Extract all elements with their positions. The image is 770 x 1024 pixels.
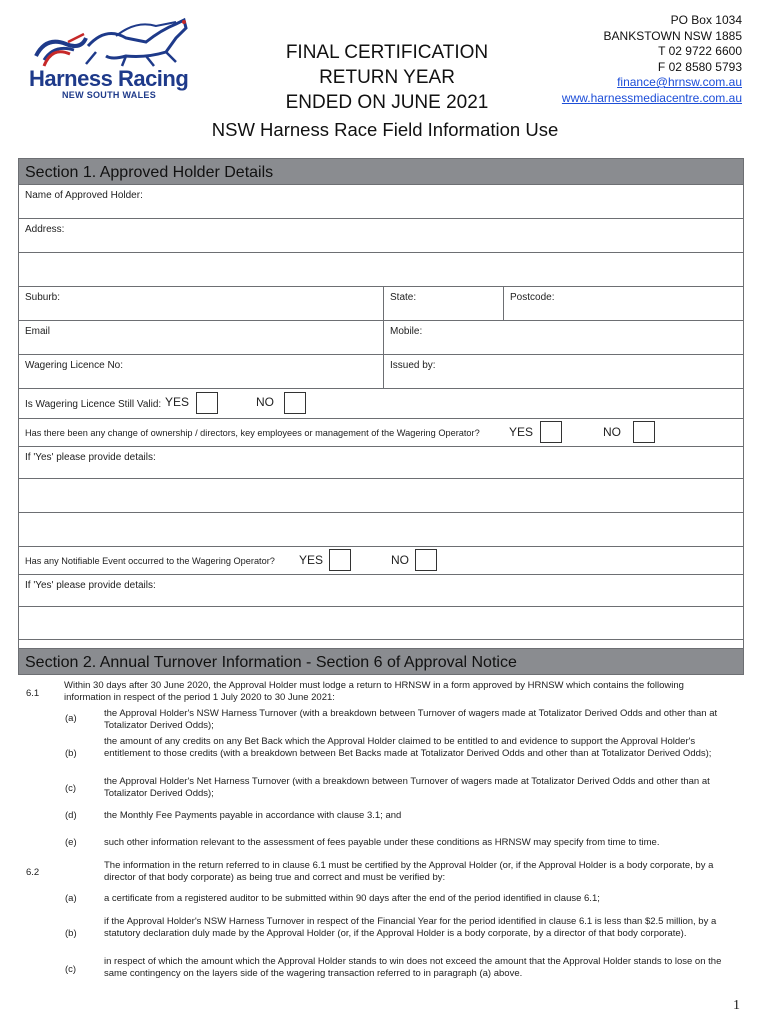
section-2 (18, 648, 744, 675)
state-field[interactable] (383, 287, 503, 320)
clause-text: the Monthly Fee Payments payable in accordance with clause 3.1; and (104, 810, 402, 821)
clause-number: (b) (65, 748, 77, 759)
valid-no-label: NO (256, 395, 274, 409)
ownership-row (18, 419, 744, 447)
email-row (18, 321, 744, 355)
clause-text: the Approval Holder's NSW Harness Turnover (with a breakdown between Turnover of wagers made at Totalizator Derived Odds and other than at Totalizator Derived Odds); (104, 708, 718, 731)
clause-number: 6.2 (26, 867, 40, 878)
licence-label: Wagering Licence No: (25, 360, 124, 371)
clause-text: a certificate from a registered auditor to be submitted within 90 days after the end of the period identified in clause 6.1; (104, 893, 600, 904)
valid-question: Is Wagering Licence Still Valid: (25, 399, 162, 410)
clause-number: (b) (65, 928, 77, 939)
valid-yes-label: YES (165, 395, 190, 409)
form-title (262, 40, 512, 115)
notifiable-details-row[interactable] (18, 575, 744, 607)
section-1-form (18, 158, 744, 674)
suburb-row (18, 287, 744, 321)
page-number: 1 (733, 998, 740, 1013)
ownership-details-line-3[interactable] (18, 513, 744, 547)
clause-number: (c) (65, 783, 77, 794)
ownership-no-checkbox[interactable] (633, 421, 655, 443)
title-line-1: FINAL CERTIFICATION (285, 42, 489, 63)
po-box: PO Box 1034 (670, 13, 742, 27)
notifiable-question: Has any Notifiable Event occurred to the Wagering Operator? (25, 556, 275, 566)
clause-text: Within 30 days after 30 June 2020, the Approval Holder must lodge a return to HRNSW in a form approved by HRNSW which contains the following information in respect of the period 1 July 2020 to 30 June 2021: (64, 680, 684, 703)
name-label: Name of Approved Holder: (25, 190, 143, 201)
clause-number: (c) (65, 964, 77, 975)
mobile-field[interactable] (383, 321, 743, 354)
suburb-label: Suburb: (25, 292, 61, 303)
clause-text: in respect of which the amount which the Approval Holder stands to win does not exceed the amount that the Approval Holder stands to lose on the same contingency on the layers side of the wagering transaction referred to in paragraph (a) above. (104, 956, 722, 979)
address-row-2[interactable] (18, 253, 744, 287)
email-label: Email (25, 326, 51, 337)
section-2-heading: Section 2. Annual Turnover Information - Section 6 of Approval Notice (18, 648, 744, 675)
name-row[interactable] (18, 185, 744, 219)
logo-subtitle: NEW SOUTH WALES (62, 90, 156, 100)
clause-number: 6.1 (26, 688, 40, 699)
valid-no-checkbox[interactable] (284, 392, 306, 414)
section-1-heading: Section 1. Approved Holder Details (18, 158, 744, 185)
licence-valid-row (18, 389, 744, 419)
phone: T 02 9722 6600 (658, 44, 742, 58)
postcode-label: Postcode: (510, 292, 555, 303)
ownership-question: Has there been any change of ownership / directors, key employees or management of the Wagering Operator? (25, 428, 480, 438)
notifiable-no-checkbox[interactable] (415, 549, 437, 571)
mobile-label: Mobile: (390, 326, 423, 337)
issued-by-field[interactable] (383, 355, 743, 388)
notifiable-yes-label: YES (299, 553, 324, 567)
ownership-yes-checkbox[interactable] (540, 421, 562, 443)
website-link[interactable]: www.harnessmediacentre.com.au (561, 90, 742, 105)
issued-label: Issued by: (390, 360, 436, 371)
title-line-2: RETURN YEAR (319, 67, 455, 88)
clause-text: such other information relevant to the assessment of fees payable under these conditions as HRNSW may specify from time to time. (104, 837, 660, 848)
ownership-yes-label: YES (509, 425, 534, 439)
email-link[interactable]: finance@hrnsw.com.au (617, 75, 742, 89)
ownership-details-row[interactable] (18, 447, 744, 479)
clause-text: the Approval Holder's Net Harness Turnover (with a breakdown between Turnover of wagers made at Totalizator Derived Odds and other than at Totalizator Derived Odds); (104, 776, 710, 799)
clause-text: if the Approval Holder's NSW Harness Turnover in respect of the Financial Year for the period identified in clause 6.1 is less than $2.5 million, by a statutory declaration duly made by the Approval Holder (or, if the Approval Holder is a body corporate, by a director of that body corporate). (104, 916, 717, 939)
contact-block (562, 13, 742, 106)
postcode-field[interactable] (503, 287, 743, 320)
logo-name: Harness Racing (29, 66, 189, 91)
clause-number: (a) (65, 713, 77, 724)
ownership-details-line-2[interactable] (18, 479, 744, 513)
fax: F 02 8580 5793 (657, 59, 742, 74)
title-line-3: ENDED ON JUNE 2021 (285, 92, 489, 113)
notifiable-no-label: NO (391, 553, 409, 567)
notifiable-details-label: If 'Yes' please provide details: (25, 580, 156, 591)
ownership-no-label: NO (603, 425, 621, 439)
notifiable-details-line-2[interactable] (18, 607, 744, 640)
clause-number: (e) (65, 837, 77, 848)
notifiable-row (18, 547, 744, 575)
address-row[interactable] (18, 219, 744, 253)
notifiable-yes-checkbox[interactable] (329, 549, 351, 571)
clause-number: (a) (65, 893, 77, 904)
clause-text: The information in the return referred to in clause 6.1 must be certified by the Approval Holder (or, if the Approval Holder is a body corporate, by a director of that body corporate) as being true and correct and must be verified by: (104, 860, 714, 883)
city: BANKSTOWN NSW 1885 (603, 28, 742, 43)
clause-number: (d) (65, 810, 77, 821)
state-label: State: (390, 292, 417, 303)
ownership-details-label: If 'Yes' please provide details: (25, 452, 156, 463)
document-title: NSW Harness Race Field Information Use (211, 119, 559, 140)
address-label: Address: (25, 224, 65, 235)
licence-row (18, 355, 744, 389)
valid-yes-checkbox[interactable] (196, 392, 218, 414)
clause-text: the amount of any credits on any Bet Back which the Approval Holder claimed to be entitled to and evidence to support the Approval Holder's entitlement to those credits (with a breakdown between Bet Backs made at Totalizator Derived Odds and other than at Totalizator Derived Odds); (104, 736, 712, 759)
